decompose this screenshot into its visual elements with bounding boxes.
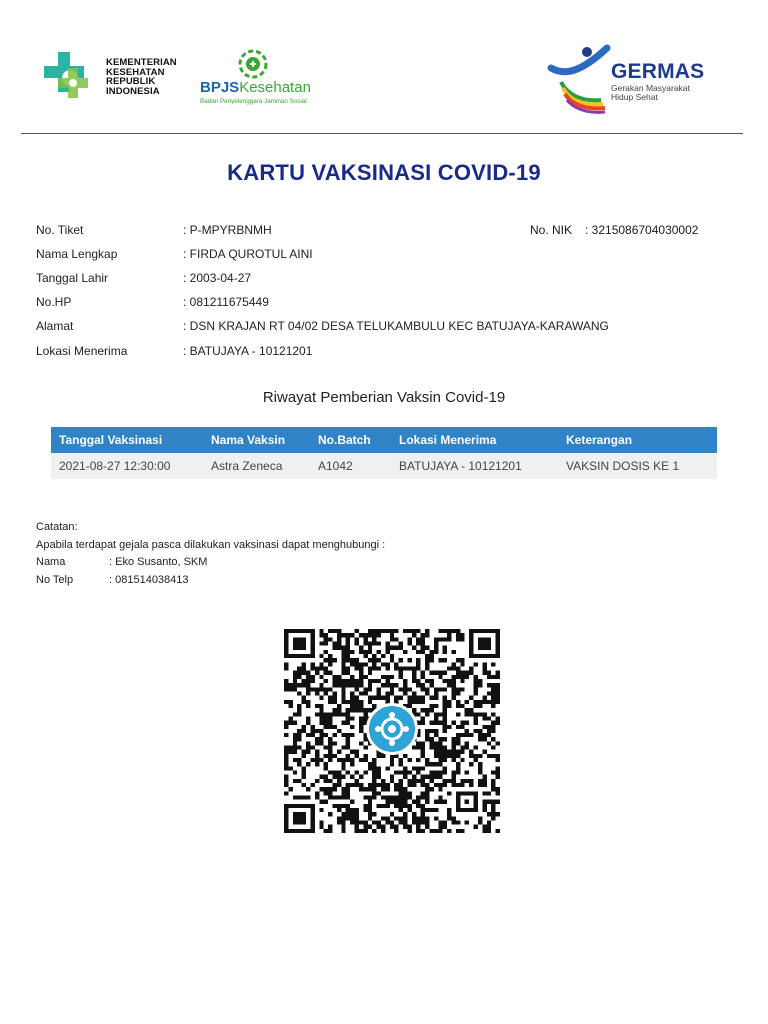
vaccination-history-table (51, 427, 717, 479)
contact-phone-value: : 081514038413 (109, 573, 189, 586)
page-title: KARTU VAKSINASI COVID-19 (227, 160, 541, 185)
notes-section (36, 519, 385, 589)
column-header: Tanggal Vaksinasi (59, 433, 163, 447)
nik-label: No. NIK (530, 223, 573, 237)
table-cell: Astra Zeneca (211, 459, 283, 473)
column-header: Lokasi Menerima (399, 433, 497, 447)
contact-name-label: Nama (36, 556, 66, 568)
header-divider (21, 133, 743, 134)
bpjs-logo (198, 48, 318, 108)
kemenkes-emblem-icon (38, 48, 102, 104)
qr-finder-top-right (469, 629, 500, 658)
qr-finder-bottom-left (284, 804, 315, 833)
contact-name-value: : Eko Susanto, SKM (109, 556, 208, 568)
column-header: Nama Vaksin (211, 433, 286, 447)
name-label: Nama Lengkap (36, 247, 118, 261)
bpjs-name: BPJSKesehatan (200, 79, 311, 96)
address-value: : DSN KRAJAN RT 04/02 DESA TELUKAMBULU KEC BATUJAYA-KARAWANG (183, 319, 609, 333)
dob-label: Tanggal Lahir (36, 271, 109, 285)
bpjs-emblem-icon (236, 48, 270, 80)
contact-phone-label: No Telp (36, 573, 74, 586)
location-value: : BATUJAYA - 10121201 (183, 344, 313, 358)
germas-emblem-icon (545, 42, 611, 116)
contact-phone-row (36, 572, 385, 590)
table-row (51, 453, 717, 479)
nik-value: : 3215086704030002 (585, 223, 699, 237)
germas-logo (545, 42, 720, 116)
name-value: : FIRDA QUROTUL AINI (183, 247, 313, 261)
history-heading: Riwayat Pemberian Vaksin Covid-19 (262, 389, 506, 406)
qr-alignment-mark (456, 791, 478, 812)
kemenkes-logo (38, 48, 188, 104)
phone-value: : 081211675449 (183, 295, 269, 309)
column-header: No.Batch (318, 433, 371, 447)
ticket-value: : P-MPYRBNMH (183, 223, 272, 237)
qr-finder-top-left (284, 629, 315, 658)
contact-name-row (36, 554, 385, 572)
kemenkes-name: KEMENTERIAN KESEHATAN REPUBLIK INDONESIA (106, 57, 177, 97)
table-cell: A1042 (318, 459, 353, 473)
column-header: Keterangan (566, 433, 633, 447)
table-header-row (51, 427, 717, 453)
notes-text: Apabila terdapat gejala pasca dilakukan vaksinasi dapat menghubungi : (36, 538, 386, 551)
germas-name: GERMAS (611, 60, 705, 83)
dob-value: : 2003-04-27 (183, 271, 252, 285)
table-cell: BATUJAYA - 10121201 (399, 459, 522, 473)
table-cell: VAKSIN DOSIS KE 1 (566, 459, 680, 473)
table-cell: 2021-08-27 12:30:00 (59, 459, 171, 473)
qr-code (284, 629, 500, 833)
bpjs-tagline: Badan Penyelenggara Jaminan Sosial (200, 98, 307, 105)
pedulilindungi-icon (366, 703, 418, 755)
address-label: Alamat (36, 319, 74, 333)
ticket-label: No. Tiket (36, 223, 84, 237)
phone-label: No.HP (36, 295, 72, 309)
germas-subtitle: Gerakan Masyarakat Hidup Sehat (611, 83, 690, 102)
location-label: Lokasi Menerima (36, 344, 128, 358)
notes-title: Catatan: (36, 521, 78, 533)
